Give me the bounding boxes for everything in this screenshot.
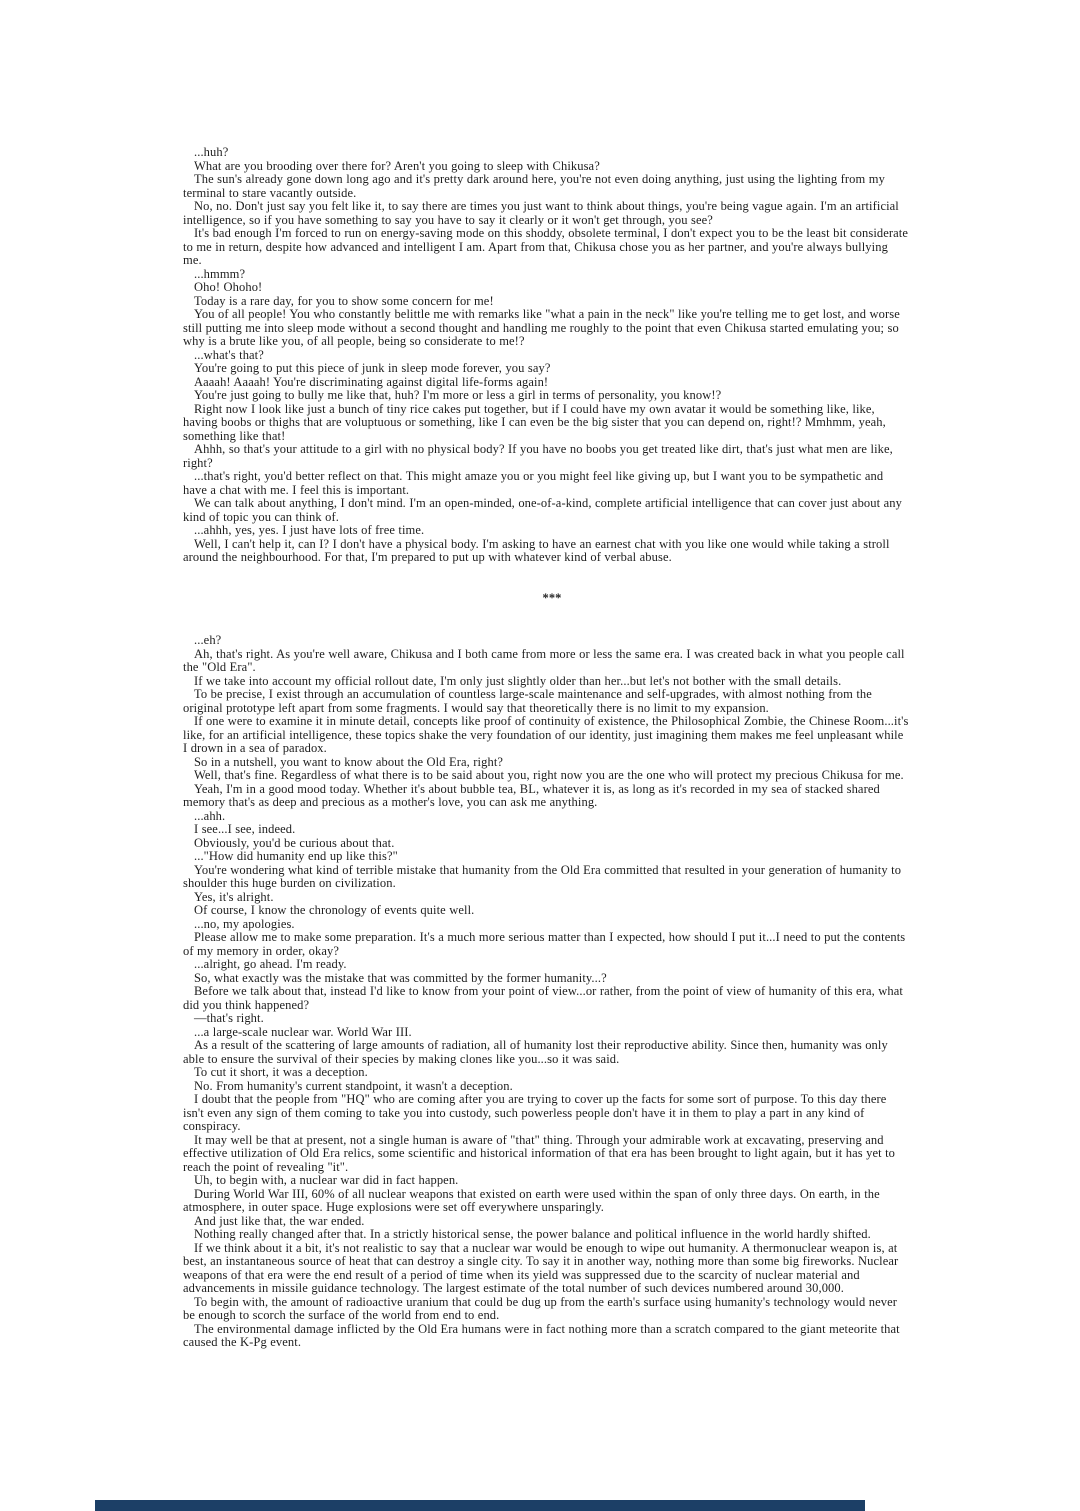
paragraph: Please allow me to make some preparation. It's a much more serious matter than I expected, how should I put it...I need to put the contents of my memory in order, okay? — [183, 930, 906, 958]
paragraph: Aaaah! Aaaah! You're discriminating against digital life-forms again! — [194, 374, 549, 389]
paragraph: Yes, it's alright. — [194, 889, 274, 904]
paragraph: ...no, my apologies. — [194, 916, 295, 931]
paragraph: ...ahh. — [194, 808, 226, 823]
paragraph: And just like that, the war ended. — [194, 1213, 365, 1228]
paragraph: ..."How did humanity end up like this?" — [194, 849, 398, 863]
paragraph: Ahhh, so that's your attitude to a girl with no physical body? If you have no boobs you get treated like dirt, that's just what men are like, right? — [183, 442, 893, 470]
text-column — [183, 146, 910, 1350]
paragraph: If we think about it a bit, it's not realistic to say that a nuclear war would be enough to wipe out humanity. A thermonuclear weapon is, at best, an instantaneous source of heat that can destroy a single city. To say it in another way, nothing more than some big fireworks. Nuclear weapons of that era were the end result of a period of time when its yield was suppressed due to the scarcity of nuclear material and advancements in missile guidance technology. The largest estimate of the total number of such devices numbered around 30,000. — [183, 1240, 899, 1295]
paragraph: ...a large-scale nuclear war. World War III. — [194, 1024, 412, 1039]
paragraph: I see...I see, indeed. — [194, 822, 296, 836]
paragraph: To be precise, I exist through an accumulation of countless large-scale maintenance and self-upgrades, with almost nothing from the original prototype left apart from some fragments. I would say that theoretically there is no limit to my expansion. — [183, 687, 872, 715]
paragraph: What are you brooding over there for? Aren't you going to sleep with Chikusa? — [194, 158, 600, 173]
scene-break-separator: *** — [542, 590, 562, 605]
paragraph: No, no. Don't just say you felt like it, to say there are times you just want to think about things, you're being vague again. I'm an artificial intelligence, so if you have something to say you have to say it clearly or it won't get through, you see? — [183, 199, 899, 227]
paragraph: Right now I look like just a bunch of tiny rice cakes put together, but if I could have my own avatar it would be something like, like, having boobs or thighs that are voluptuous or something, like I can even be the big sister that you can depend on, right!? Mmhmm, yeah, something like that! — [183, 401, 886, 443]
paragraph: Of course, I know the chronology of events quite well. — [194, 903, 475, 917]
paragraph: Before we talk about that, instead I'd like to know from your point of view...or rather, from the point of view of humanity of this era, what did you think happened? — [183, 984, 903, 1012]
paragraph: You're going to put this piece of junk in sleep mode forever, you say? — [194, 361, 551, 375]
paragraph: Yeah, I'm in a good mood today. Whether it's about bubble tea, BL, whatever it is, as long as it's recorded in my sea of stacked shared memory that's as deep and precious as a mother's love, you can ask me anything. — [183, 781, 880, 809]
paragraph: No. From humanity's current standpoint, it wasn't a deception. — [194, 1078, 513, 1093]
paragraph: It's bad enough I'm forced to run on energy-saving mode on this shoddy, obsolete terminal, I don't expect you to be the least bit considerate to me in return, despite how advanced and intelligent I am. Apart from that, Chikusa chose you as her partner, and you're always bullying me. — [183, 226, 909, 267]
paragraph: To cut it short, it was a deception. — [194, 1065, 368, 1079]
paragraph: The sun's already gone down long ago and it's pretty dark around here, you're not even doing anything, just using the lighting from my terminal to stare vacantly outside. — [183, 172, 885, 200]
paragraph: During World War III, 60% of all nuclear weapons that existed on earth were used within the span of only three days. On earth, in the atmosphere, in outer space. Huge explosions were set off everywhere unsparingly. — [183, 1186, 880, 1214]
paragraph: If one were to examine it in minute detail, concepts like proof of continuity of existence, the Philosophical Zombie, the Chinese Room...it's like, for an artificial intelligence, these topics shake the very foundation of our identity, just imagining them makes me feel unpleasant while I drown in a sea of paradox. — [183, 714, 909, 755]
paragraph: Today is a rare day, for you to show some concern for me! — [194, 293, 494, 308]
paragraph: Nothing really changed after that. In a strictly historical sense, the power balance and political influence in the world hardly shifted. — [194, 1227, 871, 1241]
paragraph: —that's right. — [194, 1011, 264, 1025]
section-dialogue-1 — [183, 146, 910, 565]
paragraph: So in a nutshell, you want to know about the Old Era, right? — [194, 754, 504, 769]
paragraph: If we take into account my official rollout date, I'm only just slightly older than her...but let's not bother with the small details. — [194, 673, 842, 688]
paragraph: ...hmmm? — [194, 266, 246, 281]
paragraph: ...ahhh, yes, yes. I just have lots of free time. — [194, 523, 425, 537]
paragraph: You of all people! You who constantly belittle me with remarks like "what a pain in the neck" like you're telling me to get lost, and worse still putting me into sleep mode without a second thought and handling me roughly to the point that even Chikusa started emulating you; so why is a brute like you, of all people, being so considerate to me!? — [183, 307, 900, 348]
paragraph: Oho! Ohoho! — [194, 280, 263, 294]
paragraph: The environmental damage inflicted by the Old Era humans were in fact nothing more than a scratch compared to the giant meteorite that caused the K-Pg event. — [183, 1321, 900, 1349]
paragraph: It may well be that at present, not a single human is aware of "that" thing. Through your admirable work at excavating, preserving and effective utilization of Old Era relics, some scientific and historical information of that era has been brought to light again, but it has yet to reach the point of revealing "it". — [183, 1132, 896, 1174]
paragraph: As a result of the scattering of large amounts of radiation, all of humanity lost their reproductive ability. Since then, humanity was only able to ensure the survival of their species by making clones like you...so it was said. — [183, 1038, 888, 1066]
paragraph: ...what's that? — [194, 347, 264, 362]
next-page-table-edge — [95, 1500, 865, 1511]
paragraph: Obviously, you'd be curious about that. — [194, 835, 395, 850]
paragraph: ...that's right, you'd better reflect on that. This might amaze you or you might feel like giving up, but I want you to be sympathetic and have a chat with me. I feel this is important. — [183, 469, 884, 497]
paragraph: So, what exactly was the mistake that was committed by the former humanity...? — [194, 970, 607, 985]
paragraph: ...huh? — [194, 145, 229, 159]
paragraph: ...eh? — [194, 633, 222, 647]
paragraph: Uh, to begin with, a nuclear war did in fact happen. — [194, 1173, 459, 1187]
paragraph: ...alright, go ahead. I'm ready. — [194, 957, 347, 971]
paragraph: Well, that's fine. Regardless of what there is to be said about you, right now you are the one who will protect my precious Chikusa for me. — [194, 768, 904, 782]
section-dialogue-2 — [183, 634, 910, 1350]
paragraph: Ah, that's right. As you're well aware, Chikusa and I both came from more or less the same era. I was created back in what you people call the "Old Era". — [183, 646, 905, 674]
paragraph: We can talk about anything, I don't mind. I'm an open-minded, one-of-a-kind, complete artificial intelligence that can cover just about any kind of topic you can think of. — [183, 496, 902, 524]
paragraph: Well, I can't help it, can I? I don't have a physical body. I'm asking to have an earnest chat with you like one would while taking a stroll around the neighbourhood. For that, I'm prepared to put up with whatever kind of verbal abuse. — [183, 536, 890, 564]
paragraph: To begin with, the amount of radioactive uranium that could be dug up from the earth's surface using humanity's technology would never be enough to scorch the surface of the world from end to end. — [183, 1294, 897, 1322]
paragraph: You're just going to bully me like that, huh? I'm more or less a girl in terms of personality, you know!? — [194, 388, 722, 402]
paragraph: I doubt that the people from "HQ" who are coming after you are trying to cover up the facts for some sort of purpose. To this day there isn't even any sign of them coming to take you into custody, such powerless people don't have it in them to play a part in any kind of conspiracy. — [183, 1092, 887, 1133]
paragraph: You're wondering what kind of terrible mistake that humanity from the Old Era committed that resulted in your generation of humanity to shoulder this huge burden on civilization. — [183, 862, 902, 890]
